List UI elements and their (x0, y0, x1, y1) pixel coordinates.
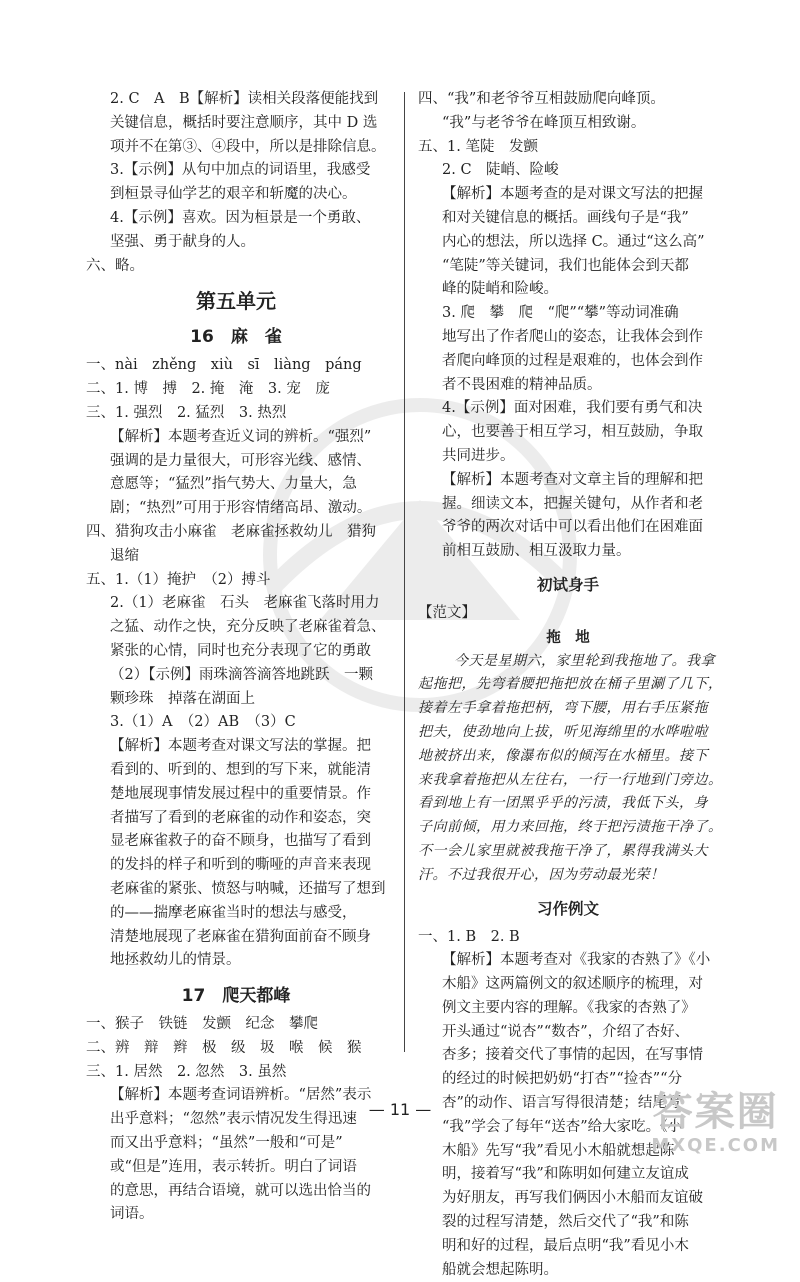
answer-line: 楚地展现事情发展过程中的重要情景。作 (86, 783, 386, 807)
answer-line: “我”与老爷爷在峰顶互相致谢。 (418, 112, 718, 136)
essay-line: 今天是星期六，家里轮到我拖地了。我拿 (418, 650, 718, 674)
answer-line: 2. C A B【解析】读相关段落便能找到 (86, 88, 386, 112)
answer-line: 一、nài zhěng xiù sī liàng páng (86, 354, 386, 378)
answer-line: （2）【示例】雨珠滴答滴答地跳跃 一颗 (86, 664, 386, 688)
answer-line: 四、猎狗攻击小麻雀 老麻雀拯救幼儿 猎狗 (86, 521, 386, 545)
answer-line: 意愿等；“猛烈”指气势大、力量大，急 (86, 473, 386, 497)
answer-line: 船就会想起陈明。 (418, 1259, 718, 1282)
answer-line: 心，也要善于相互学习，相互鼓励，争取 (418, 421, 718, 445)
answer-line: 一、1. B 2. B (418, 926, 718, 950)
answer-line: 者爬向峰顶的过程是艰难的，也体会到作 (418, 350, 718, 374)
answer-line: 内心的想法，所以选择 C。通过“这么高” (418, 231, 718, 255)
section-title-chushi-shenshou: 初试身手 (418, 568, 718, 602)
answer-line: 显老麻雀救子的奋不顾身，也描写了看到 (86, 830, 386, 854)
answer-line: 木船》这两篇例文的叙述顺序的梳理，对 (418, 973, 718, 997)
answer-line: 裂的过程写清楚，然后交代了“我”和陈 (418, 1211, 718, 1235)
essay-line: 不一会儿家里就被我拖干净了，累得我满头大 (418, 840, 718, 864)
lesson-16-answers (86, 354, 386, 973)
answer-line: 老麻雀的紧张、愤怒与呐喊，还描写了想到 (86, 878, 386, 902)
answer-line: 之猛、动作之快，充分反映了老麻雀着急、 (86, 616, 386, 640)
essay-line: 起拖把，先弯着腰把拖把放在桶子里涮了几下， (418, 673, 718, 697)
answer-line: 出乎意料；“忽然”表示情况发生得迅速 (86, 1108, 386, 1132)
answer-line: 剧；“热烈”可用于形容情绪高昂、激动。 (86, 497, 386, 521)
answer-line: 三、1. 强烈 2. 猛烈 3. 热烈 (86, 402, 386, 426)
answer-line: 六、略。 (86, 255, 386, 279)
answer-line: 共同进步。 (418, 445, 718, 469)
answer-line: 4.【示例】面对困难，我们要有勇气和决 (418, 397, 718, 421)
answer-line: 4.【示例】喜欢。因为桓景是一个勇敢、 (86, 207, 386, 231)
answer-line: 【解析】本题考查的是对课文写法的把握 (418, 183, 718, 207)
left-column (86, 88, 386, 1227)
answer-line: 3.【示例】从句中加点的词语里，我感受 (86, 159, 386, 183)
essay-line: 看到地上有一团黑乎乎的污渍，我低下头，身 (418, 792, 718, 816)
answer-line: 而又出乎意料；“虽然”一般和“可是” (86, 1132, 386, 1156)
answer-line: 到桓景寻仙学艺的艰辛和斩魔的决心。 (86, 183, 386, 207)
answer-line: 退缩 (86, 545, 386, 569)
answer-line: 例文主要内容的理解。《我家的杏熟了》 (418, 997, 718, 1021)
answer-line: 紧张的心情，同时也充分表现了它的勇敢 (86, 640, 386, 664)
answer-line: 明和好的过程，最后点明“我”看见小木 (418, 1235, 718, 1259)
answer-line: 【解析】本题考查对《我家的杏熟了》《小 (418, 949, 718, 973)
answer-line: 3.（1）A （2）AB （3）C (86, 711, 386, 735)
essay-line: 把夫，使劲地向上拔，听见海绵里的水哗啦啦 (418, 721, 718, 745)
answer-line: 者描写了看到的老麻雀的动作和姿态，突 (86, 807, 386, 831)
answer-line: 开头通过“说杏”“数杏”，介绍了杏好、 (418, 1021, 718, 1045)
unit-title: 第五单元 (86, 282, 386, 320)
answer-line: 杏”的动作、语言写得很清楚；结尾写 (418, 1092, 718, 1116)
site-watermark (651, 1090, 780, 1158)
answer-line: 或“但是”连用，表示转折。明白了词语 (86, 1156, 386, 1180)
section-title-xizuo-liwen: 习作例文 (418, 892, 718, 926)
watermark-logo-text: 答案圈 (651, 1090, 780, 1134)
answer-line: 【解析】本题考查词语辨析。“居然”表示 (86, 1084, 386, 1108)
answer-line: 的经过的时候把奶奶“打杏”“捡杏”“分 (418, 1068, 718, 1092)
answer-line: 四、“我”和老爷爷互相鼓励爬向峰顶。 (418, 88, 718, 112)
answer-line: 五、1. 笔陡 发颤 (418, 136, 718, 160)
answer-line: 2.（1）老麻雀 石头 老麻雀飞落时用力 (86, 592, 386, 616)
essay-line: 地被挤出来，像瀑布似的倾泻在水桶里。接下 (418, 745, 718, 769)
answer-line: 木船》先写“我”看见小木船就想起陈 (418, 1140, 718, 1164)
lesson-17-answers (86, 1013, 386, 1227)
essay-title: 拖 地 (418, 626, 718, 650)
answer-line: 明，接着写“我”和陈明如何建立友谊成 (418, 1163, 718, 1187)
column-divider (404, 92, 405, 1052)
lesson-17-continued-answers (418, 88, 718, 564)
fanwen-label: 【范文】 (418, 602, 718, 626)
answer-line: 看到的、听到的、想到的写下来，就能清 (86, 759, 386, 783)
answer-line: 坚强、勇于献身的人。 (86, 231, 386, 255)
answer-line: 清楚地展现了老麻雀在猎狗面前奋不顾身 (86, 926, 386, 950)
answer-line: 为好朋友，再写我们俩因小木船而友谊破 (418, 1187, 718, 1211)
answer-line: 3. 爬 攀 爬 “爬”“攀”等动词准确 (418, 302, 718, 326)
answer-line: 地拯救幼儿的情景。 (86, 949, 386, 973)
answer-line: 杏多；接着交代了事情的起因，在写事情 (418, 1044, 718, 1068)
answer-line: 峰的陡峭和险峻。 (418, 278, 718, 302)
answer-line: 【解析】本题考查对文章主旨的理解和把 (418, 469, 718, 493)
answer-line: 三、1. 居然 2. 忽然 3. 虽然 (86, 1061, 386, 1085)
lesson-17-title: 17 爬天都峰 (86, 979, 386, 1013)
page-number: — 11 — (0, 1100, 800, 1119)
answer-line: 强调的是力量很大，可形容光线、感情、 (86, 450, 386, 474)
answer-line: 前相互鼓励、相互汲取力量。 (418, 540, 718, 564)
answer-line: 二、辨 辩 辫 极 级 圾 喉 候 猴 (86, 1037, 386, 1061)
answer-line: 一、猴子 铁链 发颤 纪念 攀爬 (86, 1013, 386, 1037)
model-essay (418, 650, 718, 888)
left-top-answers (86, 88, 386, 278)
lesson-16-title: 16 麻 雀 (86, 320, 386, 354)
essay-line: 来我拿着拖把从左往右，一行一行地到门旁边。 (418, 769, 718, 793)
answer-line: 的发抖的样子和听到的嘶哑的声音来表现 (86, 854, 386, 878)
answer-line: 地写出了作者爬山的姿态，让我体会到作 (418, 326, 718, 350)
answer-line: 的——揣摩老麻雀当时的想法与感受， (86, 902, 386, 926)
essay-line: 子向前倾，用力来回拖，终于把污渍拖干净了。 (418, 816, 718, 840)
answer-line: 爷爷的两次对话中可以看出他们在困难面 (418, 516, 718, 540)
answer-line: 者不畏困难的精神品质。 (418, 374, 718, 398)
answer-line: 项并不在第③、④段中，所以是排除信息。 (86, 136, 386, 160)
answer-line: 五、1.（1）掩护 （2）搏斗 (86, 569, 386, 593)
answer-line: 的意思，再结合语境，就可以选出恰当的 (86, 1180, 386, 1204)
essay-line: 汗。不过我很开心，因为劳动最光荣！ (418, 864, 718, 888)
essay-line: 接着左手拿着拖把柄，弯下腰，用右手压紧拖 (418, 697, 718, 721)
watermark-url: MXQE.COM (651, 1134, 780, 1158)
answer-line: 【解析】本题考查近义词的辨析。“强烈” (86, 426, 386, 450)
answer-line: 二、1. 博 搏 2. 掩 淹 3. 宠 庞 (86, 378, 386, 402)
answer-line: 【解析】本题考查对课文写法的掌握。把 (86, 735, 386, 759)
answer-line: 握。细读文本，把握关键句，从作者和老 (418, 493, 718, 517)
answer-line: 2. C 陡峭、险峻 (418, 159, 718, 183)
answer-line: 和对关键信息的概括。画线句子是“我” (418, 207, 718, 231)
answer-line: 词语。 (86, 1203, 386, 1227)
answer-line: 颗珍珠 掉落在湖面上 (86, 688, 386, 712)
answer-line: “笔陡”等关键词，我们也能体会到天都 (418, 255, 718, 279)
answer-line: 关键信息，概括时要注意顺序，其中 D 选 (86, 112, 386, 136)
answer-line: “我”学会了每年“送杏”给大家吃。《小 (418, 1116, 718, 1140)
